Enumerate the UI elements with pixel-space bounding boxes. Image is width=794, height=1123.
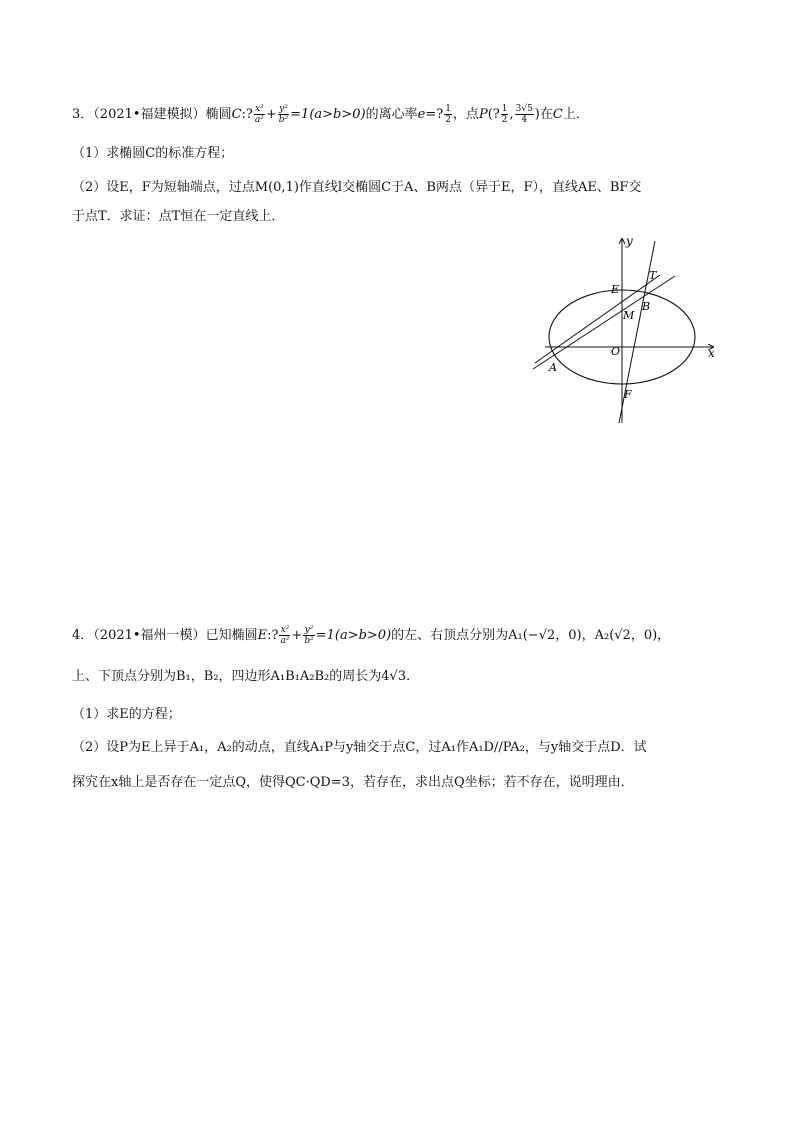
label-t: T — [649, 269, 657, 282]
label-m: M — [623, 309, 635, 322]
line-l — [533, 276, 675, 369]
x-axis-label: x — [708, 346, 715, 360]
problem-4-part-2-line-2: 探究在x轴上是否存在一定点Q，使得QC·QD=3，若存在，求出点Q坐标；若不存在，说明理由． — [72, 775, 634, 790]
y-axis-label: y — [626, 234, 633, 248]
problem-4-stem: 4．（2021•福州一模）已知椭圆E:? $\frac{\text{x²}}{\text{a²}}$ + $\frac{\text{y²}}{\text{b²}}$ =1(a>b>0)的左、右顶点分别为A₁(−√2，0)，A₂(√2，0)， — [72, 625, 671, 646]
problem-3-part-1: （1）求椭圆C的标准方程； — [72, 146, 234, 161]
problem-source: （2021•福州一模） — [93, 628, 206, 643]
fraction: $\frac{1}{2}$ — [445, 104, 451, 125]
problem-number: 3 — [72, 107, 81, 122]
fraction: $\frac{\text{x²}}{\text{a²}}$ — [254, 104, 264, 125]
problem-3-part-2-line-2: 于点T．求证：点T恒在一定直线上． — [72, 209, 285, 224]
fraction: $\frac{\text{y²}}{\text{b²}}$ — [304, 625, 314, 646]
label-a: A — [549, 361, 557, 374]
fraction: $\frac{3√5}{4}$ — [515, 104, 533, 125]
problem-4-part-2-line-1: （2）设P为E上异于A₁，A₂的动点，直线A₁P与y轴交于点C，过A₁作A₁D//PA₂，与y轴交于点D．试 — [72, 740, 647, 755]
problem-3-stem: 3．（2021•福建模拟）椭圆C:? $\frac{\text{x²}}{\text{a²}}$ + $\frac{\text{y²}}{\text{b²}}$ =1(a>b>0)的离心率e=? $\frac{1}{2}$ ，点P(? $\frac{1}{2}$ , $\frac{3√5}{4}$ )在C上． — [72, 104, 589, 125]
problem-number: 4 — [72, 628, 81, 643]
fraction: $\frac{1}{2}$ — [501, 104, 508, 125]
fraction: $\frac{\text{y²}}{\text{b²}}$ — [278, 104, 289, 125]
problem-4-part-1: （1）求E的方程； — [72, 707, 181, 722]
problem-3-part-2-line-1: （2）设E，F为短轴端点，过点M(0,1)作直线l交椭圆C于A、B两点（异于E，F），直线AE、BF交 — [72, 180, 642, 195]
label-b: B — [642, 300, 651, 313]
fraction: $\frac{\text{x²}}{\text{a²}}$ — [280, 625, 290, 646]
problem-source: （2021•福建模拟） — [93, 107, 206, 122]
label-o: O — [611, 345, 621, 358]
label-f: F — [624, 388, 632, 401]
label-e: E — [611, 283, 620, 296]
ellipse-diagram — [525, 233, 725, 425]
problem-4-line-2: 上、下顶点分别为B₁，B₂，四边形A₁B₁A₂B₂的周长为4√3． — [72, 669, 420, 684]
